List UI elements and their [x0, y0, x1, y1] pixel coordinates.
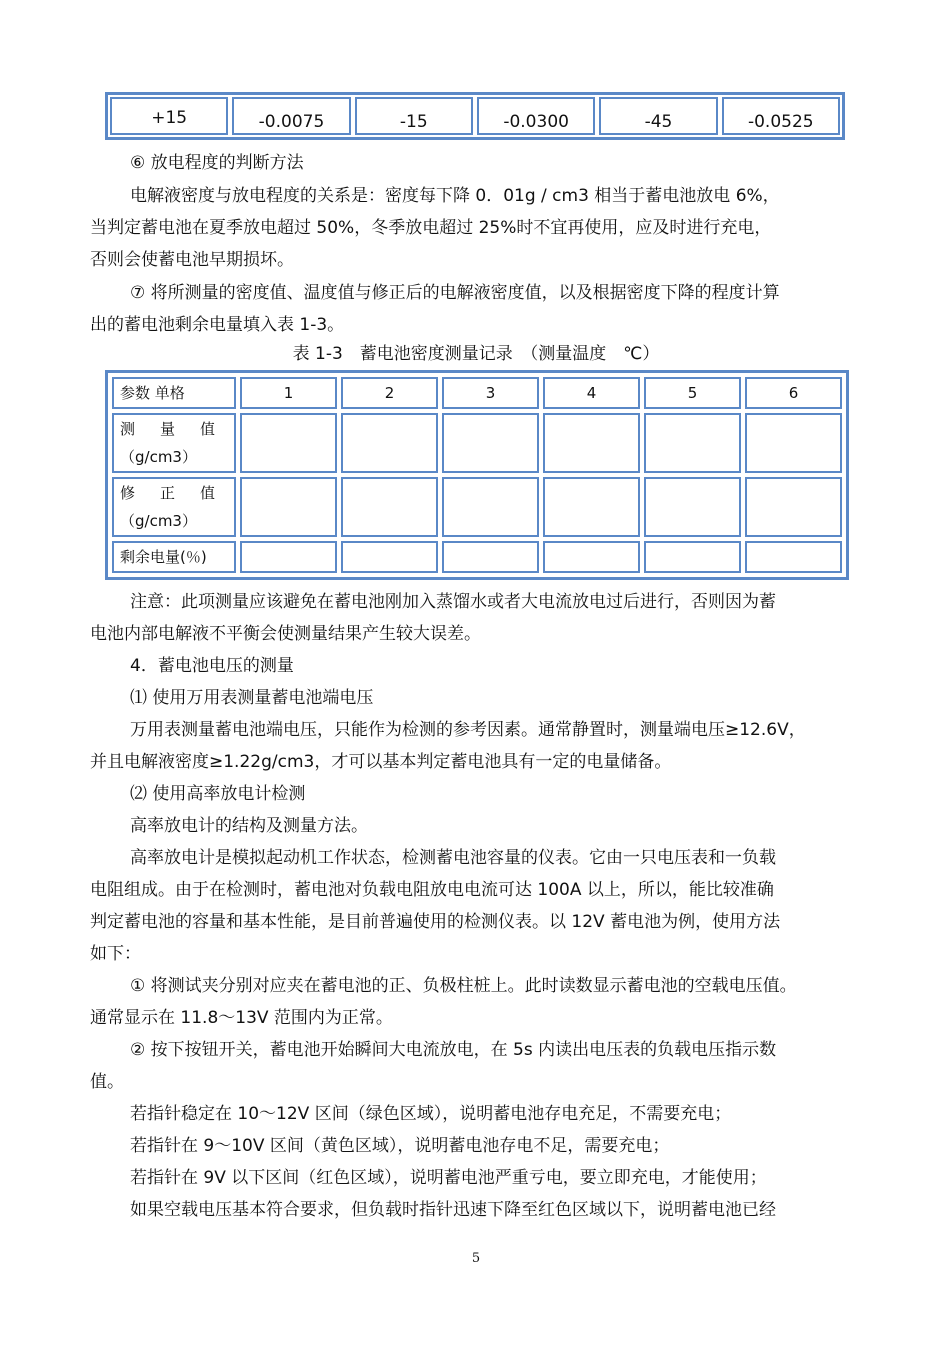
empty-cell — [745, 541, 842, 573]
header-cell: 4 — [543, 377, 640, 409]
table-cell: -15 — [355, 97, 473, 135]
empty-cell — [543, 541, 640, 573]
empty-cell — [644, 413, 741, 473]
page-number: 5 — [471, 1251, 481, 1266]
empty-cell — [442, 413, 539, 473]
table-cell: -0.0075 — [232, 97, 350, 135]
header-cell: 5 — [644, 377, 741, 409]
header-cell: 1 — [240, 377, 337, 409]
paragraph-line: 否则会使蓄电池早期损坏。 — [90, 250, 294, 270]
paragraph-line: 高率放电计的结构及测量方法。 — [130, 816, 368, 836]
paragraph-line: 若指针稳定在 10～12V 区间（绿色区域），说明蓄电池存电充足，不需要充电； — [130, 1104, 732, 1124]
paragraph-line: 出的蓄电池剩余电量填入表 1-3。 — [90, 315, 345, 335]
paragraph-line: 若指针在 9V 以下区间（红色区域），说明蓄电池严重亏电，要立即充电，才能使用； — [130, 1168, 767, 1188]
empty-cell — [240, 541, 337, 573]
paragraph-line: ② 按下按钮开关，蓄电池开始瞬间大电流放电，在 5s 内读出电压表的负载电压指示数 — [130, 1040, 777, 1060]
table-row-corrected — [112, 477, 842, 537]
table-cell: +15 — [110, 97, 228, 135]
table-cell: -0.0525 — [722, 97, 840, 135]
empty-cell — [341, 541, 438, 573]
paragraph-line: 通常显示在 11.8～13V 范围内为正常。 — [90, 1008, 393, 1028]
empty-cell — [543, 477, 640, 537]
empty-cell — [341, 413, 438, 473]
paragraph-line: 电解液密度与放电程度的关系是：密度每下降 0．01g / cm3 相当于蓄电池放电 6%， — [130, 186, 780, 206]
paragraph-line: 并且电解液密度≥1.22g/cm3，才可以基本判定蓄电池具有一定的电量储备。 — [90, 752, 672, 772]
header-cell: 参数 单格 — [112, 377, 236, 409]
empty-cell — [240, 413, 337, 473]
density-record-table — [105, 370, 849, 580]
paragraph-line: 当判定蓄电池在夏季放电超过 50%，冬季放电超过 25%时不宜再使用，应及时进行充电， — [90, 218, 772, 238]
table-header-row — [112, 377, 842, 409]
table-cell: -0.0300 — [477, 97, 595, 135]
empty-cell — [543, 413, 640, 473]
table-row-remaining — [112, 541, 842, 573]
subsection-heading: ⑴ 使用万用表测量蓄电池端电压 — [130, 688, 374, 708]
header-cell: 3 — [442, 377, 539, 409]
table-row-measured — [112, 413, 842, 473]
section-heading: 4．蓄电池电压的测量 — [130, 656, 294, 676]
paragraph-line: ⑦ 将所测量的密度值、温度值与修正后的电解液密度值，以及根据密度下降的程度计算 — [130, 283, 780, 303]
empty-cell — [240, 477, 337, 537]
paragraph-line: 如下： — [90, 944, 141, 964]
row-label-remaining: 剩余电量(％) — [112, 541, 236, 573]
correction-table-fragment — [105, 92, 845, 140]
paragraph-line: 高率放电计是模拟起动机工作状态，检测蓄电池容量的仪表。它由一只电压表和一负载 — [130, 848, 776, 868]
subheading-discharge-method: ⑥ 放电程度的判断方法 — [130, 153, 304, 173]
note-line: 注意：此项测量应该避免在蓄电池刚加入蒸馏水或者大电流放电过后进行，否则因为蓄 — [130, 592, 776, 612]
paragraph-line: 万用表测量蓄电池端电压，只能作为检测的参考因素。通常静置时，测量端电压≥12.6V， — [130, 720, 806, 740]
paragraph-line: 值。 — [90, 1072, 124, 1092]
header-cell: 6 — [745, 377, 842, 409]
empty-cell — [341, 477, 438, 537]
empty-cell — [442, 477, 539, 537]
empty-cell — [745, 477, 842, 537]
header-cell: 2 — [341, 377, 438, 409]
row-label-corrected: 修 正 值 （g/cm3） — [112, 477, 236, 537]
paragraph-line: ① 将测试夹分别对应夹在蓄电池的正、负极柱桩上。此时读数显示蓄电池的空载电压值。 — [130, 976, 797, 996]
empty-cell — [442, 541, 539, 573]
subsection-heading: ⑵ 使用高率放电计检测 — [130, 784, 306, 804]
empty-cell — [745, 413, 842, 473]
paragraph-line: 判定蓄电池的容量和基本性能，是目前普遍使用的检测仪表。以 12V 蓄电池为例，使用方法 — [90, 912, 781, 932]
table-cell: -45 — [599, 97, 717, 135]
empty-cell — [644, 477, 741, 537]
note-line: 电池内部电解液不平衡会使测量结果产生较大误差。 — [90, 624, 481, 644]
paragraph-line: 如果空载电压基本符合要求，但负载时指针迅速下降至红色区域以下，说明蓄电池已经 — [130, 1200, 776, 1220]
row-label-measured: 测 量 值 （g/cm3） — [112, 413, 236, 473]
paragraph-line: 电阻组成。由于在检测时，蓄电池对负载电阻放电电流可达 100A 以上，所以，能比较准确 — [90, 880, 774, 900]
table-caption: 表 1-3 蓄电池密度测量记录 （测量温度 ℃） — [292, 344, 660, 364]
paragraph-line: 若指针在 9～10V 区间（黄色区域），说明蓄电池存电不足，需要充电； — [130, 1136, 670, 1156]
empty-cell — [644, 541, 741, 573]
